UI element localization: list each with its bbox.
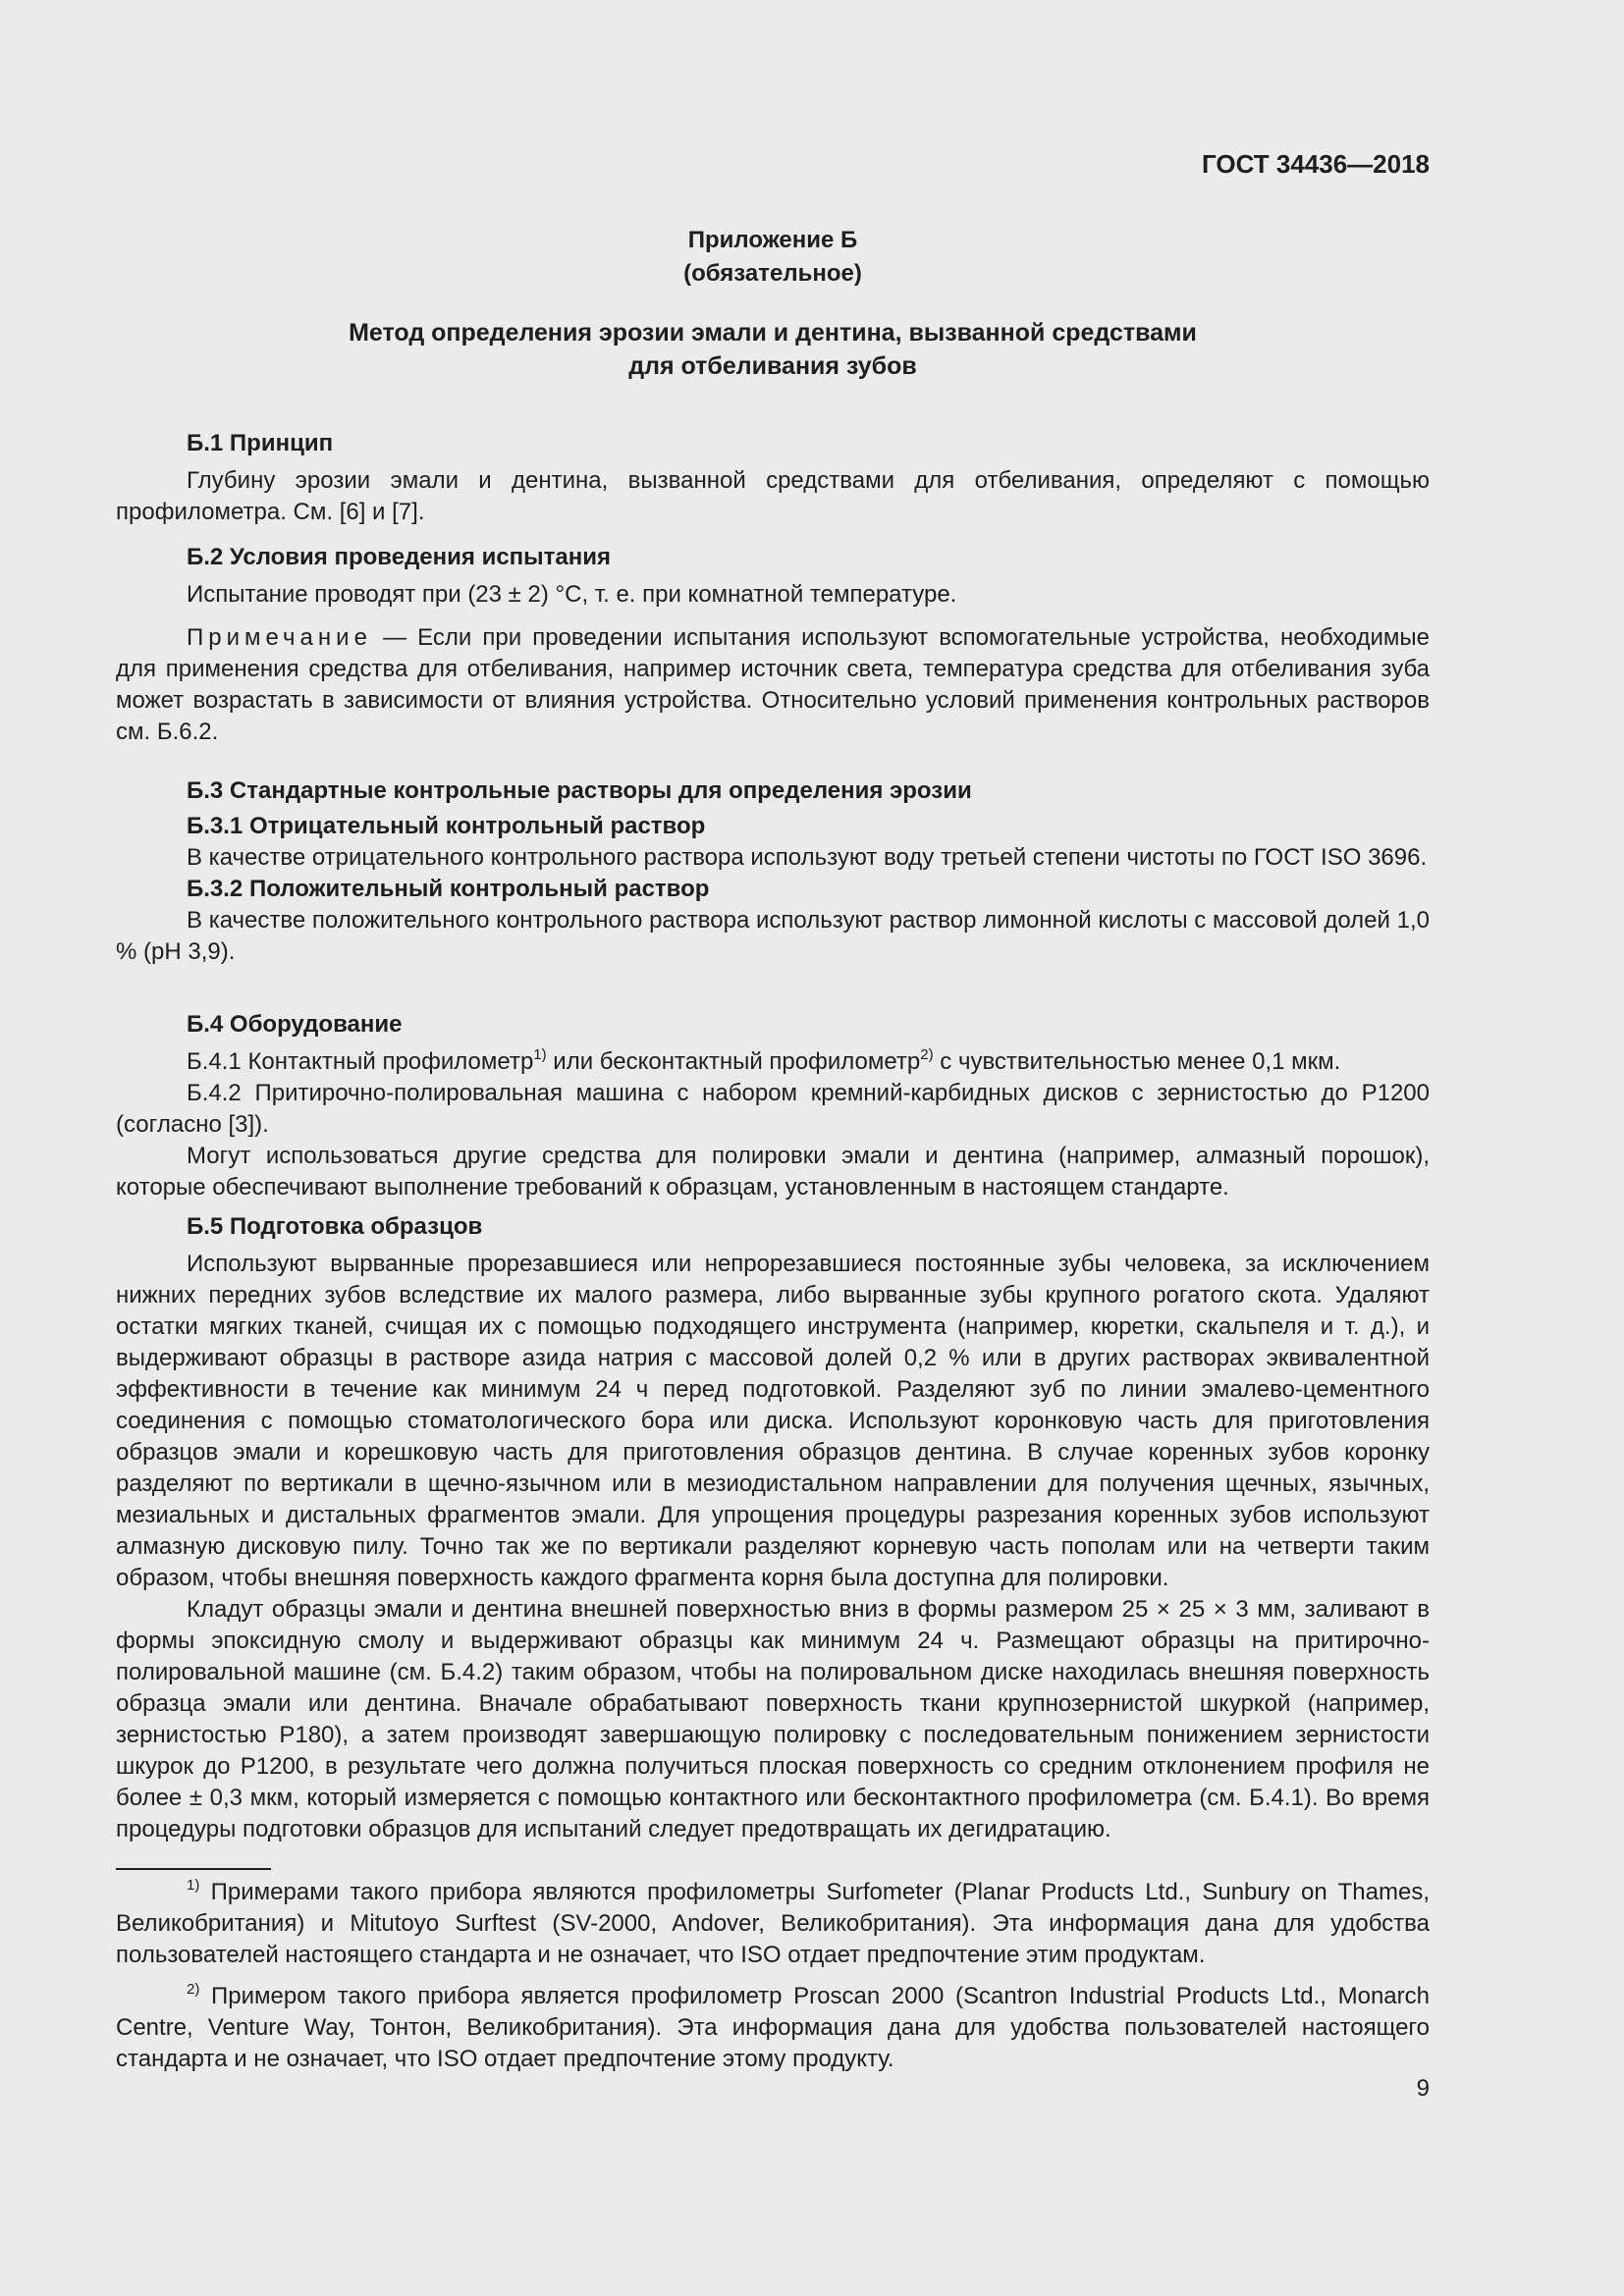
footnote-ref: 1) bbox=[533, 1046, 547, 1063]
footnote-2 bbox=[116, 1981, 1430, 2075]
paragraph: Глубину эрозии эмали и дентина, вызванной средствами для отбеливания, определяют с помощью профилометра. См. [6] и [7]. bbox=[116, 467, 1430, 525]
footnote-text: Примером такого прибора является профилометр Proscan 2000 (Scantron Industrial Products Ltd., Monarch Centre, Venture Way, Тонтон, Великобритания). Эта информация дана для удобства пользователей настоящего стандарта и не означает, что ISO отдает предпочтение этому продукту. bbox=[116, 1983, 1430, 2072]
paragraph bbox=[116, 1046, 1430, 1078]
annex-header bbox=[116, 224, 1430, 291]
footnote-mark: 1) bbox=[187, 1877, 200, 1894]
footnote-text: Примерами такого прибора являются профилометры Surfometer (Planar Products Ltd., Sunbury on Thames, Великобритания) и Mitutoyo Surftest (SV-2000, Andover, Великобритания). Эта информация дана для удобства пользователей настоящего стандарта и не означает, что ISO отдает предпочтение этим продуктам. bbox=[116, 1879, 1430, 1968]
note-text: — Если при проведении испытания используют вспомогательные устройства, необходимые для применения средства для отбеливания, например источник света, температура средства для отбеливания зуба может возрастать в зависимости от влияния устройства. Относительно условий применения контрольных растворов см. Б.6.2. bbox=[116, 624, 1430, 745]
footnote-separator bbox=[116, 1868, 271, 1870]
paragraph: Могут использоваться другие средства для полировки эмали и дентина (например, алмазный порошок), которые обеспечивают выполнение требований к образцам, установленным в настоящем стандарте. bbox=[116, 1143, 1430, 1201]
section-b1 bbox=[116, 428, 1430, 528]
paragraph: В качестве отрицательного контрольного раствора используют воду третьей степени чистоты по ГОСТ ISO 3696. bbox=[187, 844, 1428, 871]
document-code: ГОСТ 34436—2018 bbox=[1202, 149, 1430, 179]
text-part: или бесконтактный профилометр bbox=[546, 1048, 921, 1075]
footnote-ref: 2) bbox=[920, 1046, 934, 1063]
footnote-1 bbox=[116, 1877, 1430, 1971]
subsection-heading: Б.3.2 Положительный контрольный раствор bbox=[187, 876, 710, 902]
paragraph: Б.4.2 Притирочно-полировальная машина с набором кремний-карбидных дисков с зернистостью до P1200 (согласно [3]). bbox=[116, 1080, 1430, 1138]
footnote-mark: 2) bbox=[187, 1981, 200, 1998]
page-number: 9 bbox=[1416, 2075, 1430, 2102]
note-label: Примечание bbox=[187, 624, 372, 651]
section-heading: Б.4 Оборудование bbox=[187, 1011, 403, 1038]
section-b3 bbox=[116, 775, 1430, 968]
paragraph: В качестве положительного контрольного раствора используют раствор лимонной кислоты с массовой долей 1,0 % (pH 3,9). bbox=[116, 907, 1430, 965]
annex-heading-line1: Метод определения эрозии эмали и дентина, вызванной средствами bbox=[349, 319, 1197, 347]
section-b2 bbox=[116, 542, 1430, 748]
subsection-heading: Б.3.1 Отрицательный контрольный раствор bbox=[187, 813, 706, 839]
section-heading: Б.1 Принцип bbox=[187, 430, 334, 456]
paragraph: Используют вырванные прорезавшиеся или непрорезавшиеся постоянные зубы человека, за исключением нижних передних зубов вследствие их малого размера, либо вырванные зубы крупного рогатого скота. Удаляют остатки мягких тканей, счищая их с помощью подходящего инструмента (например, кюретки, скальпеля и т. д.), и выдерживают образцы в растворе азида натрия с массовой долей 0,2 % или в других растворах эквивалентной эффективности в течение как минимум 24 ч перед подготовкой. Разделяют зуб по линии эмалево-цементного соединения с помощью стоматологического бора или диска. Используют коронковую часть для приготовления образцов эмали и корешковую часть для приготовления образцов дентина. В случае коренных зубов коронку разделяют по вертикали в щечно-язычном или в мезиодистальном направлении для получения щечных, язычных, мезиальных и дистальных фрагментов эмали. Для упрощения процедуры разрезания коренных зубов используют алмазную дисковую пилу. Точно так же по вертикали разделяют корневую часть пополам или на четверти таким образом, чтобы внешняя поверхность каждого фрагмента корня была доступна для полировки. bbox=[116, 1251, 1430, 1591]
annex-heading-line2: для отбеливания зубов bbox=[628, 352, 917, 380]
section-heading: Б.2 Условия проведения испытания bbox=[187, 544, 612, 570]
paragraph: Испытание проводят при (23 ± 2) °С, т. е. при комнатной температуре. bbox=[187, 581, 957, 608]
paragraph: Кладут образцы эмали и дентина внешней поверхностью вниз в формы размером 25 × 25 × 3 мм, заливают в формы эпоксидную смолу и выдерживают образцы как минимум 24 ч. Размещают образцы на притирочно-полировальной машине (см. Б.4.2) таким образом, чтобы на полировальном диске находилась внешняя поверхность образца эмали или дентина. Вначале обрабатывают поверхность ткани крупнозернистой шкуркой (например, зернистостью P180), а затем производят завершающую полировку с последовательным понижением зернистости шкурок до P1200, в результате чего должна получиться плоская поверхность со средним отклонением профиля не более ± 0,3 мкм, который измеряется с помощью контактного или бесконтактного профилометра (см. Б.4.1). Во время процедуры подготовки образцов для испытаний следует предотвращать их дегидратацию. bbox=[116, 1596, 1430, 1842]
note bbox=[116, 622, 1430, 748]
text-part: Б.4.1 Контактный профилометр bbox=[187, 1048, 534, 1075]
section-heading: Б.3 Стандартные контрольные растворы для определения эрозии bbox=[187, 777, 972, 804]
section-heading: Б.5 Подготовка образцов bbox=[187, 1213, 483, 1240]
section-b4 bbox=[116, 1009, 1430, 1203]
section-b5 bbox=[116, 1211, 1430, 1845]
annex-title: Приложение Б bbox=[687, 227, 858, 253]
footnotes bbox=[116, 1877, 1430, 2075]
annex-status: (обязательное) bbox=[683, 260, 862, 287]
annex-heading bbox=[116, 316, 1430, 383]
text-part: с чувствительностью менее 0,1 мкм. bbox=[933, 1048, 1341, 1075]
